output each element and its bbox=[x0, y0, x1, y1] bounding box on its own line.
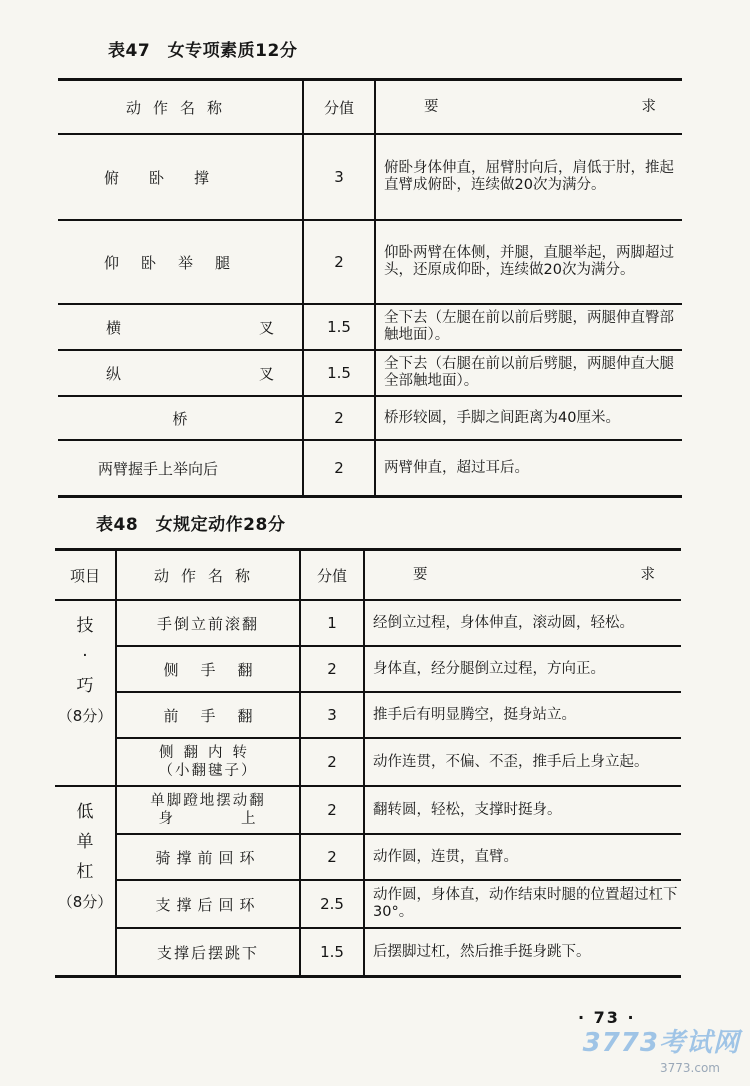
table-row bbox=[58, 396, 682, 440]
action-name: 仰卧举腿 bbox=[58, 220, 303, 304]
table-row bbox=[55, 738, 681, 786]
action-name: 桥 bbox=[58, 396, 303, 440]
header-score: 分值 bbox=[300, 550, 364, 601]
requirement-text: 经倒立过程，身体伸直，滚动圆，轻松。 bbox=[364, 600, 681, 646]
action-name: 支撑后摆跳下 bbox=[116, 928, 300, 977]
score-value: 1 bbox=[300, 600, 364, 646]
table-row bbox=[55, 786, 681, 834]
site-watermark bbox=[560, 1022, 740, 1082]
page-number: · 73 · bbox=[578, 1008, 636, 1027]
table48 bbox=[55, 548, 681, 978]
requirement-text: 两臂伸直，超过耳后。 bbox=[375, 440, 682, 497]
requirement-text: 全下去（右腿在前以前后劈腿，两腿伸直大腿全部触地面）。 bbox=[375, 350, 682, 396]
header-score: 分值 bbox=[303, 80, 375, 135]
requirement-text: 动作连贯，不偏、不歪，推手后上身立起。 bbox=[364, 738, 681, 786]
header-requirement: 要 求 bbox=[375, 80, 682, 135]
action-name: 侧手翻 bbox=[116, 646, 300, 692]
score-value: 3 bbox=[303, 134, 375, 220]
action-name: 前手翻 bbox=[116, 692, 300, 738]
requirement-text: 桥形较圆，手脚之间距离为40厘米。 bbox=[375, 396, 682, 440]
score-value: 1.5 bbox=[300, 928, 364, 977]
action-name: 手倒立前滚翻 bbox=[116, 600, 300, 646]
requirement-text: 翻转圆，轻松，支撑时挺身。 bbox=[364, 786, 681, 834]
score-value: 2 bbox=[303, 396, 375, 440]
action-name: 骑撑前回环 bbox=[116, 834, 300, 880]
table-row bbox=[58, 304, 682, 350]
watermark-logo: 3773考试网 bbox=[582, 1028, 740, 1058]
table-row bbox=[58, 350, 682, 396]
score-value: 3 bbox=[300, 692, 364, 738]
table-row bbox=[55, 692, 681, 738]
project-cell-tumbling: 技 · 巧 （8分） bbox=[55, 600, 116, 786]
score-value: 2 bbox=[300, 834, 364, 880]
header-name: 动作名称 bbox=[116, 550, 300, 601]
action-name: 侧翻内转 （小翻毽子） bbox=[116, 738, 300, 786]
requirement-text: 推手后有明显腾空，挺身站立。 bbox=[364, 692, 681, 738]
requirement-text: 仰卧两臂在体侧，并腿，直腿举起，两脚超过头，还原成仰卧，连续做20次为满分。 bbox=[375, 220, 682, 304]
action-name: 纵 叉 bbox=[58, 350, 303, 396]
requirement-text: 动作圆，身体直，动作结束时腿的位置超过杠下30°。 bbox=[364, 880, 681, 928]
requirement-text: 全下去（左腿在前以前后劈腿，两腿伸直臀部触地面）。 bbox=[375, 304, 682, 350]
project-cell-low-bar: 低 单 杠 （8分） bbox=[55, 786, 116, 977]
table-row bbox=[55, 834, 681, 880]
requirement-text: 动作圆，连贯，直臂。 bbox=[364, 834, 681, 880]
score-value: 2.5 bbox=[300, 880, 364, 928]
score-value: 2 bbox=[303, 440, 375, 497]
score-value: 2 bbox=[300, 738, 364, 786]
score-value: 1.5 bbox=[303, 350, 375, 396]
table-row bbox=[58, 440, 682, 497]
table-row bbox=[55, 600, 681, 646]
watermark-url: 3773.com bbox=[660, 1061, 720, 1075]
table-row bbox=[55, 646, 681, 692]
action-name: 单脚蹬地摆动翻 身 上 bbox=[116, 786, 300, 834]
score-value: 2 bbox=[303, 220, 375, 304]
action-name: 俯卧撑 bbox=[58, 134, 303, 220]
score-value: 2 bbox=[300, 786, 364, 834]
table-row bbox=[58, 134, 682, 220]
table-row bbox=[58, 220, 682, 304]
requirement-text: 后摆脚过杠，然后推手挺身跳下。 bbox=[364, 928, 681, 977]
table48-caption: 表48 女规定动作28分 bbox=[96, 515, 286, 535]
action-name: 横 叉 bbox=[58, 304, 303, 350]
table47 bbox=[58, 78, 682, 498]
requirement-text: 俯卧身体伸直，屈臂肘向后，肩低于肘，推起直臂成俯卧，连续做20次为满分。 bbox=[375, 134, 682, 220]
table47-caption: 表47 女专项素质12分 bbox=[108, 41, 298, 61]
table-row bbox=[55, 928, 681, 977]
action-name: 支撑后回环 bbox=[116, 880, 300, 928]
header-project: 项目 bbox=[55, 550, 116, 601]
action-name: 两臂握手上举向后 bbox=[58, 440, 303, 497]
table47-header-row bbox=[58, 80, 682, 135]
table-row bbox=[55, 880, 681, 928]
header-requirement: 要 求 bbox=[364, 550, 681, 601]
score-value: 1.5 bbox=[303, 304, 375, 350]
table48-header-row bbox=[55, 550, 681, 601]
score-value: 2 bbox=[300, 646, 364, 692]
header-name: 动作名称 bbox=[58, 80, 303, 135]
requirement-text: 身体直，经分腿倒立过程，方向正。 bbox=[364, 646, 681, 692]
